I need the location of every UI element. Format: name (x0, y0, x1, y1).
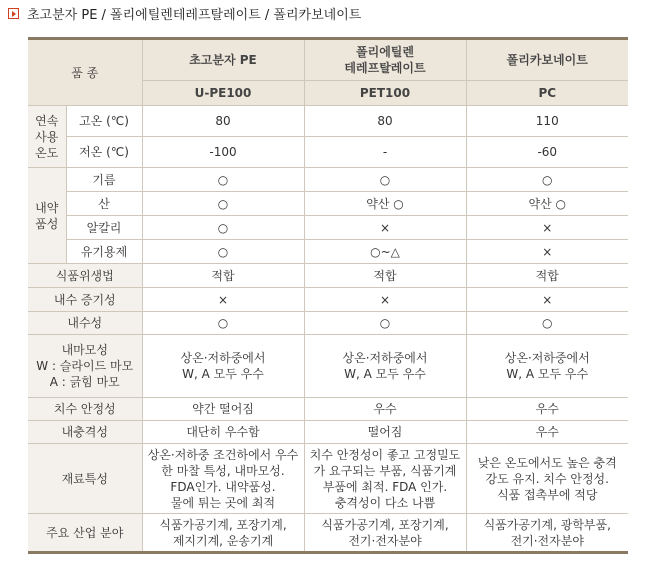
row-value (304, 335, 466, 398)
temp-row-value: -100 (142, 137, 304, 168)
row-value-line: 전기·전자분야 (510, 533, 584, 548)
row-value (142, 398, 304, 421)
header-material-name-line: 초고분자 PE (189, 53, 257, 67)
header-material-name-line: 폴리카보네이트 (506, 53, 588, 67)
temp-group-label (28, 106, 66, 168)
row-value-line: W, A 모두 우수 (506, 367, 589, 381)
chem-row-value: ○ (142, 192, 304, 216)
table-row (28, 168, 628, 192)
row-value (466, 444, 628, 514)
table-row (28, 192, 628, 216)
row-value-line: 적합 (211, 268, 235, 283)
row-value (466, 398, 628, 421)
row-value-line: 적합 (373, 268, 397, 283)
row-value (304, 288, 466, 312)
row-label-line: 주요 산업 분야 (46, 525, 124, 540)
table-row (28, 106, 628, 137)
arrow-right-icon (8, 8, 19, 19)
row-label (28, 335, 142, 398)
header-material-name-line: 폴리에틸렌 (356, 45, 414, 59)
temp-row-value: 110 (466, 106, 628, 137)
row-value (142, 421, 304, 444)
row-value-line: 식품가공기계, 광학부품, (483, 517, 611, 532)
chem-row-value: 약산 ○ (466, 192, 628, 216)
temp-row-value: -60 (466, 137, 628, 168)
row-label-line: 내충격성 (61, 425, 108, 439)
row-label-line: 치수 안정성 (53, 402, 116, 416)
temp-row-value: - (304, 137, 466, 168)
row-value-line: 낮은 온도에서도 높은 충격 (477, 455, 617, 470)
row-value-line: 치수 안정성이 좋고 고정밀도 (309, 447, 461, 462)
table-row (28, 514, 628, 553)
row-value (304, 312, 466, 335)
row-value-line: 전기·전자분야 (348, 533, 422, 548)
page-title: 초고분자 PE / 폴리에틸렌테레프탈레이트 / 폴리카보네이트 (27, 7, 362, 23)
row-label (28, 444, 142, 514)
header-material-code: PC (466, 81, 628, 106)
temp-row-label: 저온 (℃) (66, 137, 142, 168)
row-value-line: 떨어짐 (367, 425, 403, 439)
row-label (28, 312, 142, 335)
chem-row-value: ○ (142, 216, 304, 240)
header-material-code: PET100 (304, 81, 466, 106)
row-value-line: 한 마찰 특성, 내마모성. (161, 463, 285, 478)
chem-row-value: ○ (142, 240, 304, 264)
row-value-line: 상온·저하중에서 (342, 351, 428, 365)
temp-row-value: 80 (142, 106, 304, 137)
header-material-name (142, 39, 304, 81)
row-value-line: 상온·저하중에서 (180, 351, 266, 365)
row-value (142, 444, 304, 514)
row-value-line: 상온·저하중에서 (504, 351, 590, 365)
table-row (28, 288, 628, 312)
chem-row-value: × (466, 240, 628, 264)
table-row (28, 312, 628, 335)
row-value-line: 우수 (535, 425, 559, 439)
header-material-code: U-PE100 (142, 81, 304, 106)
row-value-line: ○ (217, 316, 229, 330)
row-value-line: 물에 튀는 곳에 최적 (170, 495, 276, 510)
row-value-line: 식품 접촉부에 적당 (497, 487, 598, 502)
row-value (466, 335, 628, 398)
chem-group-label-line: 내약 (35, 200, 59, 215)
table-row (28, 240, 628, 264)
chem-row-value: × (466, 216, 628, 240)
row-value (304, 398, 466, 421)
header-item-label: 품 종 (28, 39, 142, 106)
temp-row-label: 고온 (℃) (66, 106, 142, 137)
row-value (142, 264, 304, 288)
row-value-line: 우수 (373, 402, 397, 416)
row-value-line: 대단히 우수함 (186, 425, 260, 439)
header-material-name-line: 테레프탈레이트 (344, 61, 426, 75)
row-label (28, 514, 142, 553)
row-value (142, 514, 304, 553)
row-label-line: 내수성 (67, 316, 103, 330)
chem-row-label: 산 (66, 192, 142, 216)
chem-row-value: ○ (304, 168, 466, 192)
chem-row-label: 알칼리 (66, 216, 142, 240)
chem-group-label (28, 168, 66, 264)
table-row (28, 216, 628, 240)
temp-group-label-line: 연속 (35, 113, 59, 128)
row-value-line: 우수 (535, 402, 559, 416)
chem-row-value: 약산 ○ (304, 192, 466, 216)
header-material-name (466, 39, 628, 81)
row-value-line: W, A 모두 우수 (182, 367, 264, 381)
row-value-line: × (379, 292, 391, 307)
row-value-line: × (217, 292, 229, 307)
row-value-line: 제지기계, 운송기계 (172, 533, 274, 548)
chem-row-value: ○~△ (304, 240, 466, 264)
row-value (466, 288, 628, 312)
temp-group-label-line: 사용 (35, 129, 59, 144)
row-value (466, 264, 628, 288)
chem-row-value: ○ (142, 168, 304, 192)
breadcrumb (8, 4, 361, 22)
row-value-line: 식품가공기계, 포장기계, (159, 517, 287, 532)
row-label-line: 내수 증기성 (53, 292, 116, 307)
row-value-line: × (542, 292, 553, 307)
row-value (304, 421, 466, 444)
row-value (304, 444, 466, 514)
row-value (466, 514, 628, 553)
row-value-line: 강도 유지. 치수 안정성. (485, 471, 609, 486)
row-label-line: A : 긁힘 마모 (49, 375, 120, 389)
row-value-line: 식품가공기계, 포장기계, (321, 517, 449, 532)
row-value-line: W, A 모두 우수 (344, 367, 426, 381)
chem-row-label: 기름 (66, 168, 142, 192)
row-label-line: 재료특성 (61, 471, 108, 486)
chem-group-label-line: 품성 (35, 216, 59, 231)
row-value-line: 적합 (535, 268, 559, 283)
row-value (142, 335, 304, 398)
table-row (28, 398, 628, 421)
temp-row-value: 80 (304, 106, 466, 137)
row-value (304, 264, 466, 288)
chem-row-value: ○ (466, 168, 628, 192)
row-value-line: 부품에 최적. FDA 인가. (322, 479, 448, 494)
row-label-line: 내마모성 (61, 343, 108, 357)
row-value-line: FDA인가. 내약품성. (170, 479, 276, 494)
row-value-line: 가 요구되는 부품, 식품기계 (313, 463, 457, 478)
table-row (28, 421, 628, 444)
spec-table (28, 37, 628, 554)
row-value (466, 312, 628, 335)
row-label (28, 288, 142, 312)
row-value (142, 312, 304, 335)
row-label-line: 식품위생법 (55, 268, 114, 283)
row-label (28, 421, 142, 444)
row-value-line: ○ (379, 316, 391, 330)
temp-group-label-line: 온도 (35, 145, 59, 160)
row-value-line: 충격성이 다소 나쁨 (334, 495, 436, 510)
chem-row-label: 유기용제 (66, 240, 142, 264)
row-value (142, 288, 304, 312)
chem-row-value: × (304, 216, 466, 240)
row-value-line: ○ (542, 316, 553, 330)
header-material-name (304, 39, 466, 81)
row-value (304, 514, 466, 553)
row-label (28, 264, 142, 288)
table-row (28, 444, 628, 514)
row-value-line: 상온·저하중 조건하에서 우수 (147, 447, 299, 462)
table-row (28, 264, 628, 288)
row-label-line: W : 슬라이드 마모 (36, 359, 134, 373)
row-label (28, 398, 142, 421)
table-row (28, 137, 628, 168)
table-row (28, 335, 628, 398)
row-value-line: 약간 떨어짐 (192, 402, 254, 416)
row-value (466, 421, 628, 444)
